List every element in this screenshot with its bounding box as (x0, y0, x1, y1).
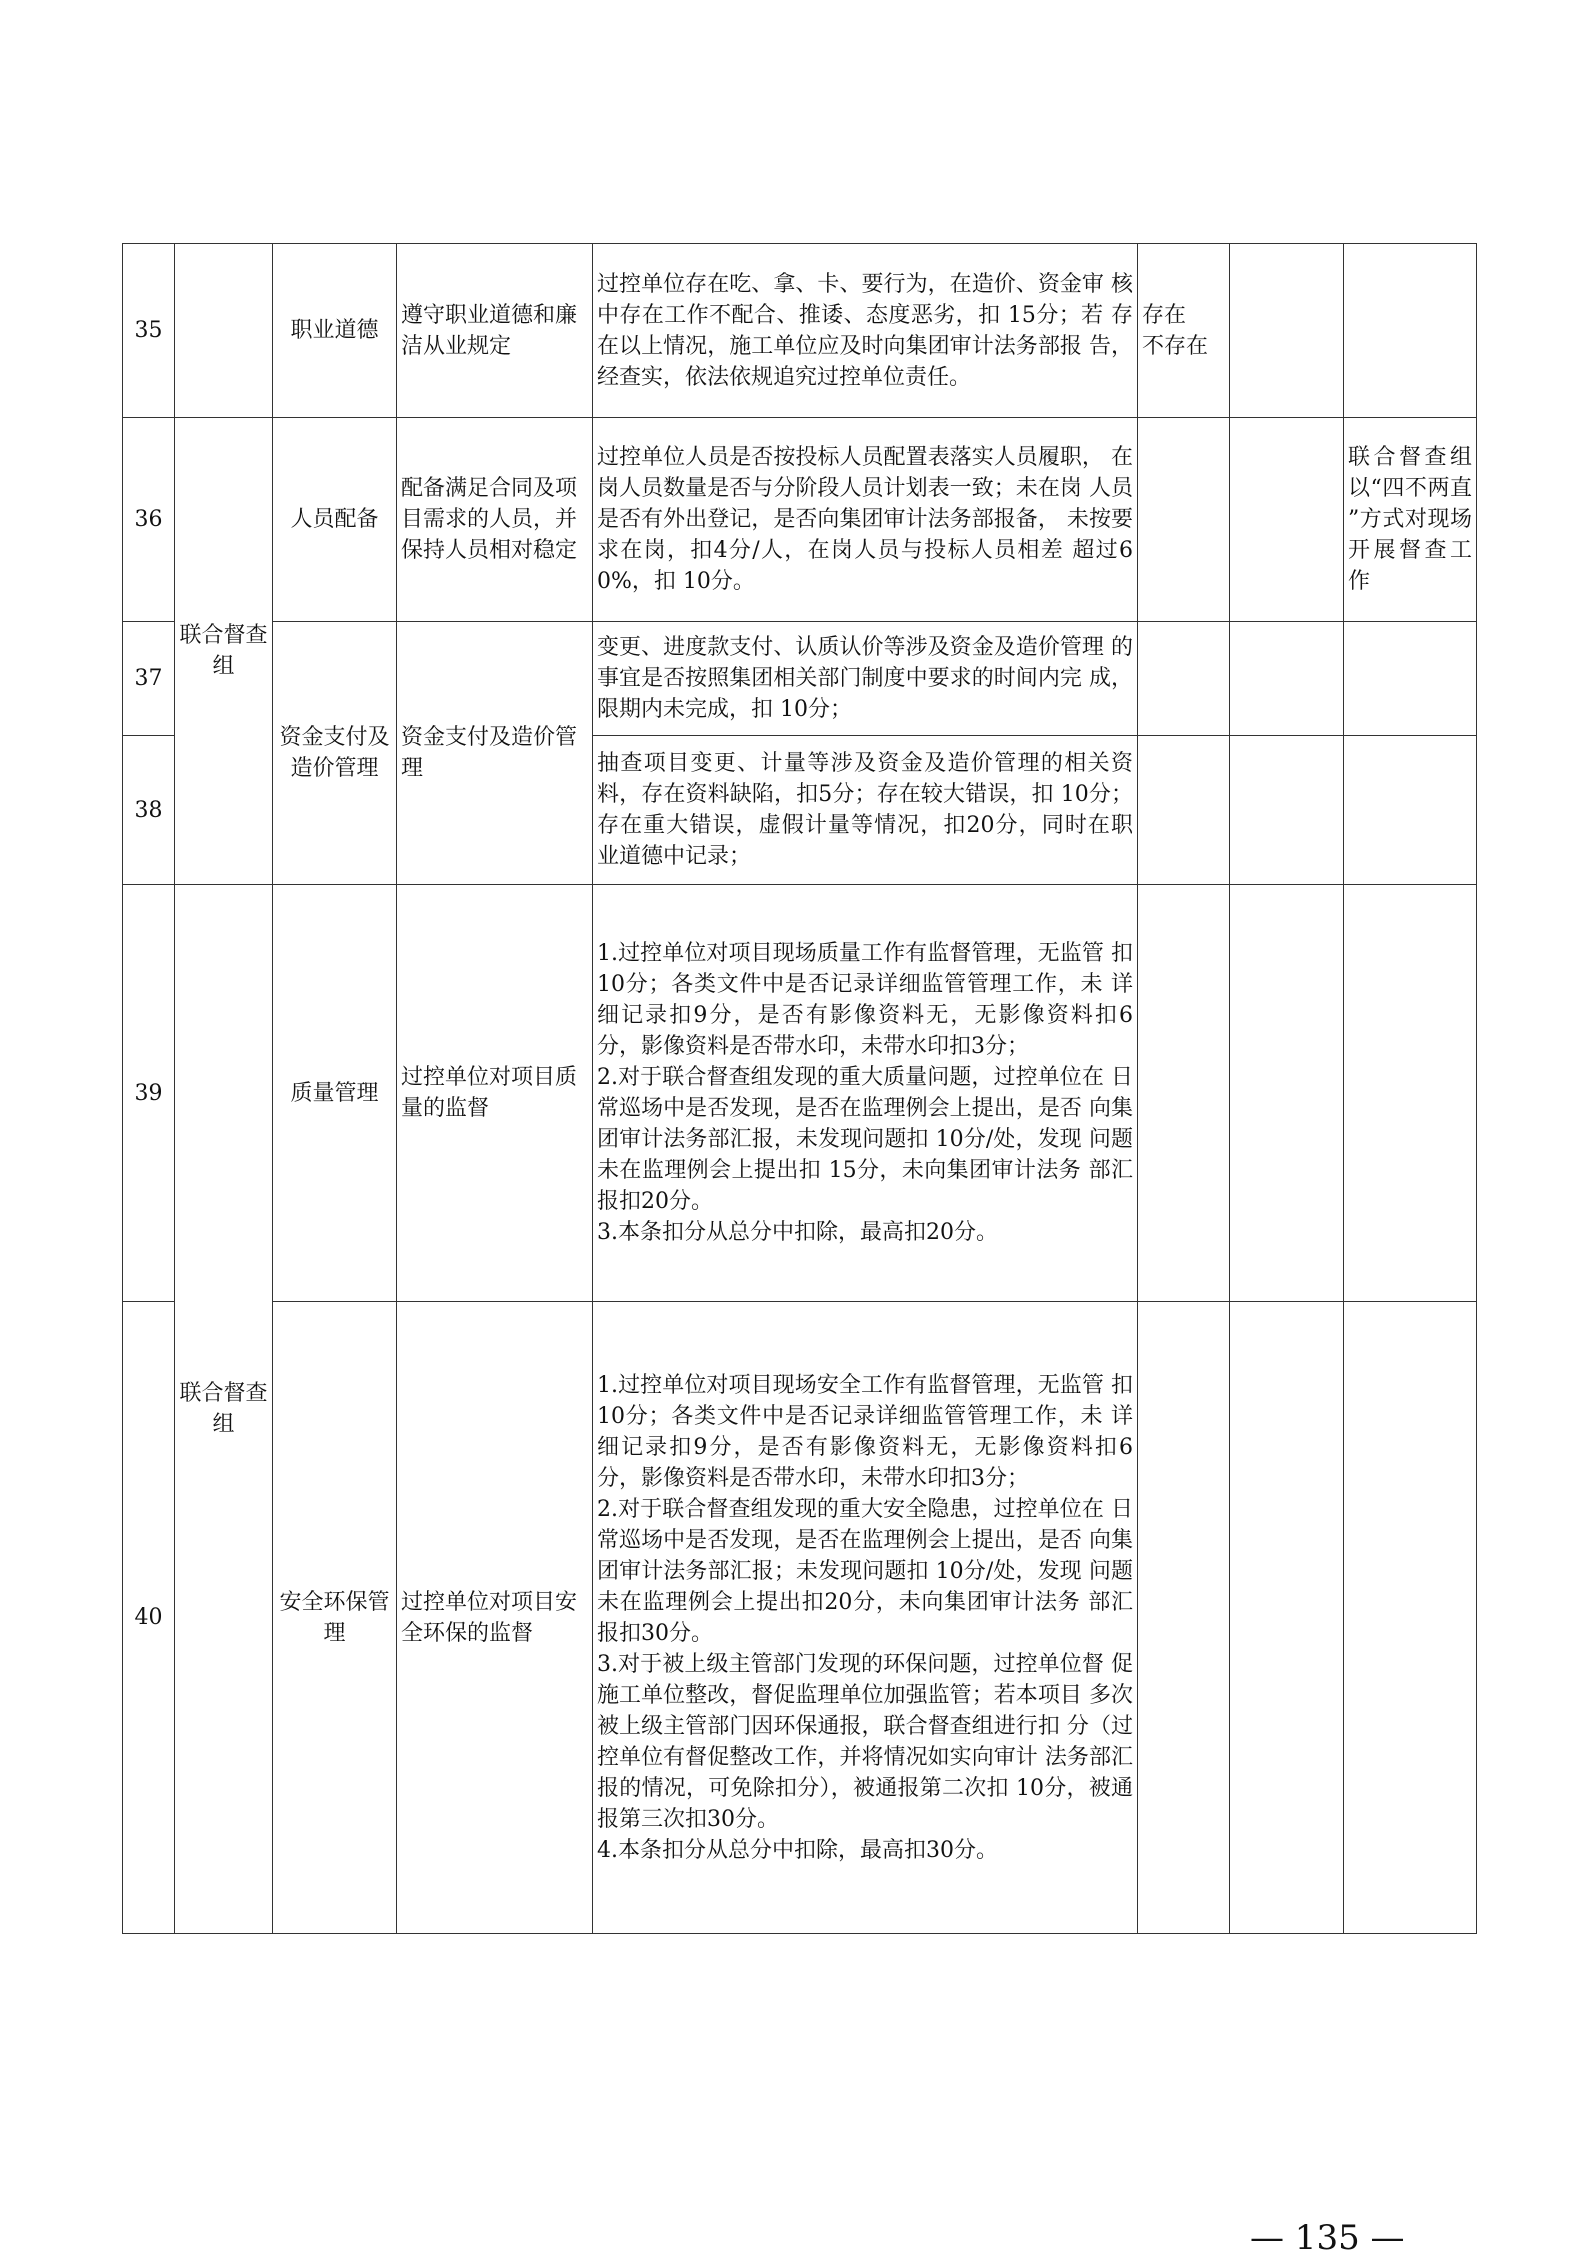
result-cell (1138, 885, 1230, 1302)
score-cell (1230, 622, 1344, 736)
result-cell (1138, 736, 1230, 885)
note-cell: 联合督查组 以“四不两直 ”方式对现场 开展督查工 作 (1344, 418, 1477, 622)
table-row (123, 622, 1477, 736)
evaluation-table (122, 243, 1477, 1934)
rule-text: 1.过控单位对项目现场质量工作有监督管理，无监管 扣 10分；各类文件中是否记录详细监管管理工作，未 详细记录扣9分，是否有影像资料无，无影像资料扣6 分，影像资料是否带水印，未带水印扣3分； (597, 941, 1133, 1059)
standard-cell: 配备满足合同及项 目需求的人员，并 保持人员相对稳定 (397, 418, 593, 622)
score-cell (1230, 1302, 1344, 1934)
rule-text: 变更、进度款支付、认质认价等涉及资金及造价管理 的事宜是否按照集团相关部门制度中要求的时间内完 成，限期内未完成，扣 10分； (597, 635, 1133, 722)
note-cell (1344, 736, 1477, 885)
standard-cell: 资金支付及造价管 理 (397, 622, 593, 885)
rule-cell (593, 622, 1138, 736)
row-number: 39 (123, 885, 175, 1302)
standard-cell: 遵守职业道德和廉 洁从业规定 (397, 244, 593, 418)
rule-cell (593, 885, 1138, 1302)
row-number: 36 (123, 418, 175, 622)
rule-text: 过控单位存在吃、拿、卡、要行为，在造价、资金审 核中存在工作不配合、推诿、态度恶劣，扣 15分；若 存在以上情况，施工单位应及时向集团审计法务部报 告，经查实，依法依规追究过控单位责任。 (597, 271, 1133, 390)
item-cell: 人员配备 (273, 418, 397, 622)
score-cell (1230, 418, 1344, 622)
rule-text: 抽查项目变更、计量等涉及资金及造价管理的相关资 料，存在资料缺陷，扣5分；存在较大错误，扣 10分； 存在重大错误，虚假计量等情况，扣20分，同时在职 业道德中记录； (597, 751, 1133, 869)
table-row (123, 1302, 1477, 1934)
result-cell (1138, 418, 1230, 622)
item-cell: 资金支付及 造价管理 (273, 622, 397, 885)
rule-text: 3.本条扣分从总分中扣除，最高扣20分。 (597, 1220, 998, 1245)
table-row (123, 885, 1477, 1302)
row-number: 40 (123, 1302, 175, 1934)
page-number: — 135 — (1250, 2218, 1405, 2258)
item-cell: 职业道德 (273, 244, 397, 418)
table-row (123, 244, 1477, 418)
rule-text: 4.本条扣分从总分中扣除，最高扣30分。 (597, 1837, 998, 1863)
result-cell (1138, 1302, 1230, 1934)
row-number: 35 (123, 244, 175, 418)
rule-cell (593, 418, 1138, 622)
group-label: 联合督查组 (175, 418, 273, 885)
note-cell (1344, 1302, 1477, 1934)
score-cell (1230, 244, 1344, 418)
group-label: 联合督查组 (175, 885, 273, 1934)
note-cell (1344, 885, 1477, 1302)
table-row (123, 418, 1477, 622)
row-number: 38 (123, 736, 175, 885)
standard-cell: 过控单位对项目质 量的监督 (397, 885, 593, 1302)
result-cell (1138, 622, 1230, 736)
rule-text: 2.对于联合督查组发现的重大安全隐患，过控单位在 日常巡场中是否发现，是否在监理例会上提出，是否 向集团审计法务部汇报；未发现问题扣 10分/处，发现 问题未在监理例会上提出扣20分，未向集团审计法务 部汇报扣30分。 (597, 1496, 1133, 1646)
rule-text: 1.过控单位对项目现场安全工作有监督管理，无监管 扣 10分；各类文件中是否记录详细监管管理工作，未 详细记录扣9分，是否有影像资料无，无影像资料扣6 分，影像资料是否带水印，未带水印扣3分； (597, 1372, 1133, 1491)
score-cell (1230, 736, 1344, 885)
rule-cell (593, 244, 1138, 418)
row-number: 37 (123, 622, 175, 736)
result-cell: 存在 不存在 (1138, 244, 1230, 418)
rule-cell (593, 736, 1138, 885)
category-cell-empty (175, 244, 273, 418)
note-cell (1344, 244, 1477, 418)
score-cell (1230, 885, 1344, 1302)
rule-text: 过控单位人员是否按投标人员配置表落实人员履职， 在岗人员数量是否与分阶段人员计划表一致；未在岗 人员是否有外出登记，是否向集团审计法务部报备， 未按要求在岗，扣4分/人，在岗人员与投标人员相差 超过60%，扣 10分。 (597, 445, 1133, 594)
rule-text: 2.对于联合督查组发现的重大质量问题，过控单位在 日常巡场中是否发现，是否在监理例会上提出，是否 向集团审计法务部汇报，未发现问题扣 10分/处，发现 问题未在监理例会上提出扣 15分，未向集团审计法务 部汇报扣20分。 (597, 1065, 1133, 1214)
standard-cell: 过控单位对项目安 全环保的监督 (397, 1302, 593, 1934)
rule-text: 3.对于被上级主管部门发现的环保问题，过控单位督 促施工单位整改，督促监理单位加强监管；若本项目 多次被上级主管部门因环保通报，联合督查组进行扣 分（过控单位有督促整改工作，并将情况如实向审计 法务部汇报的情况，可免除扣分），被通报第二次扣 10分，被通报第三次扣30分。 (597, 1651, 1133, 1832)
note-cell (1344, 622, 1477, 736)
item-cell: 质量管理 (273, 885, 397, 1302)
item-cell: 安全环保管 理 (273, 1302, 397, 1934)
rule-cell (593, 1302, 1138, 1934)
